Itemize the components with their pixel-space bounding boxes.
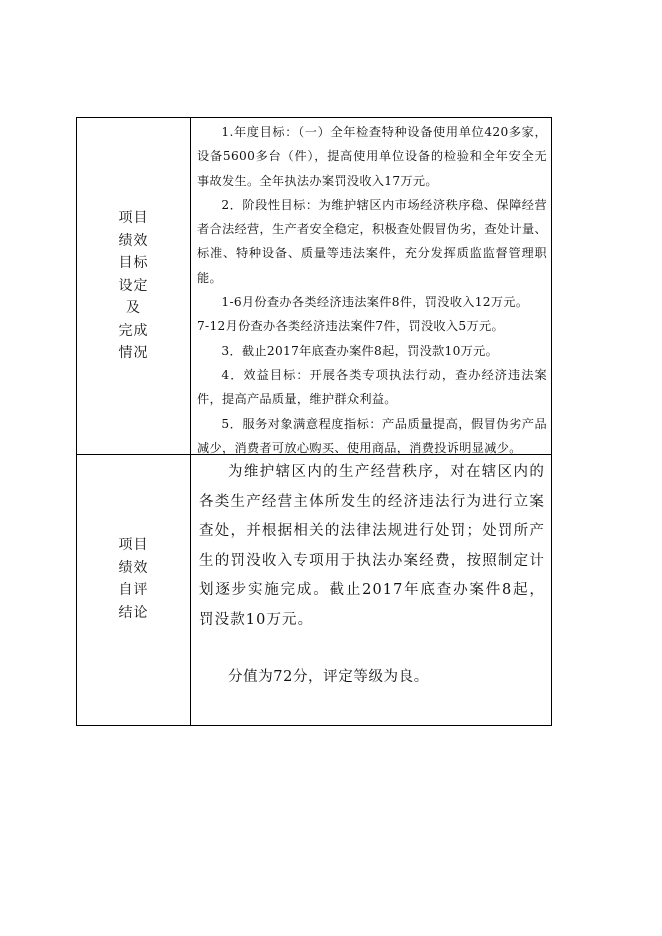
satisfaction-paragraph: 5．服务对象满意程度指标：产品质量提高，假冒伪劣产品减少，消费者可放心购买、使用商品，消费投诉明显减少。 — [197, 416, 547, 455]
annual-goal-paragraph: 1.年度目标：（一）全年检查特种设备使用单位420多家，设备5600多台（件），提高使用单位设备的检验和全年安全无事故发生。全年执法办案罚没收入17万元。 — [197, 125, 547, 188]
h2-cases-paragraph: 7-12月份查办各类经济违法案件7件，罚没收入5万元。 — [197, 319, 504, 334]
label-line: 绩效 — [118, 232, 149, 249]
goals-content — [191, 118, 551, 454]
benefit-goal-paragraph: 4．效益目标：开展各类专项执法行动，查办经济违法案件，提高产品质量，维护群众利益。 — [197, 367, 547, 407]
label-line: 项目 — [118, 210, 149, 227]
row-label-goals — [77, 118, 191, 454]
label-line: 绩效 — [118, 559, 149, 576]
label-line: 情况 — [118, 345, 149, 362]
label-line: 自评 — [118, 582, 149, 598]
row-label-conclusion — [77, 455, 191, 725]
label-line: 完成 — [118, 322, 149, 339]
conclusion-content — [191, 455, 551, 725]
label-line: 及 — [126, 300, 141, 317]
score-paragraph: 分值为72分，评定等级为良。 — [228, 668, 429, 685]
h1-cases-paragraph: 1-6月份查办各类经济违法案件8件，罚没收入12万元。 — [221, 295, 529, 310]
table-row-goals — [77, 118, 551, 455]
label-line: 项目 — [118, 537, 149, 553]
conclusion-paragraph: 为维护辖区内的生产经营秩序，对在辖区内的各类生产经营主体所发生的经济违法行为进行立案查处，并根据相关的法律法规进行处罚；处罚所产生的罚没收入专项用于执法办案经费，按照制定计划逐步实施完成。截止2017年底查办案件8起，罚没款10万元。 — [199, 464, 545, 628]
label-line: 结论 — [118, 604, 149, 621]
label-line: 目标 — [118, 255, 149, 272]
year-end-paragraph: 3．截止2017年底查办案件8起，罚没款10万元。 — [221, 343, 499, 358]
stage-goal-paragraph: 2．阶段性目标：为维护辖区内市场经济秩序稳、保障经营者合法经营，生产者安全稳定，积极查处假冒伪劣，查处计量、标准、特种设备、质量等违法案件，充分发挥质监监督管理职能。 — [197, 197, 547, 285]
label-line: 设定 — [118, 277, 149, 294]
table-row-conclusion — [77, 455, 551, 725]
performance-table — [76, 117, 552, 726]
